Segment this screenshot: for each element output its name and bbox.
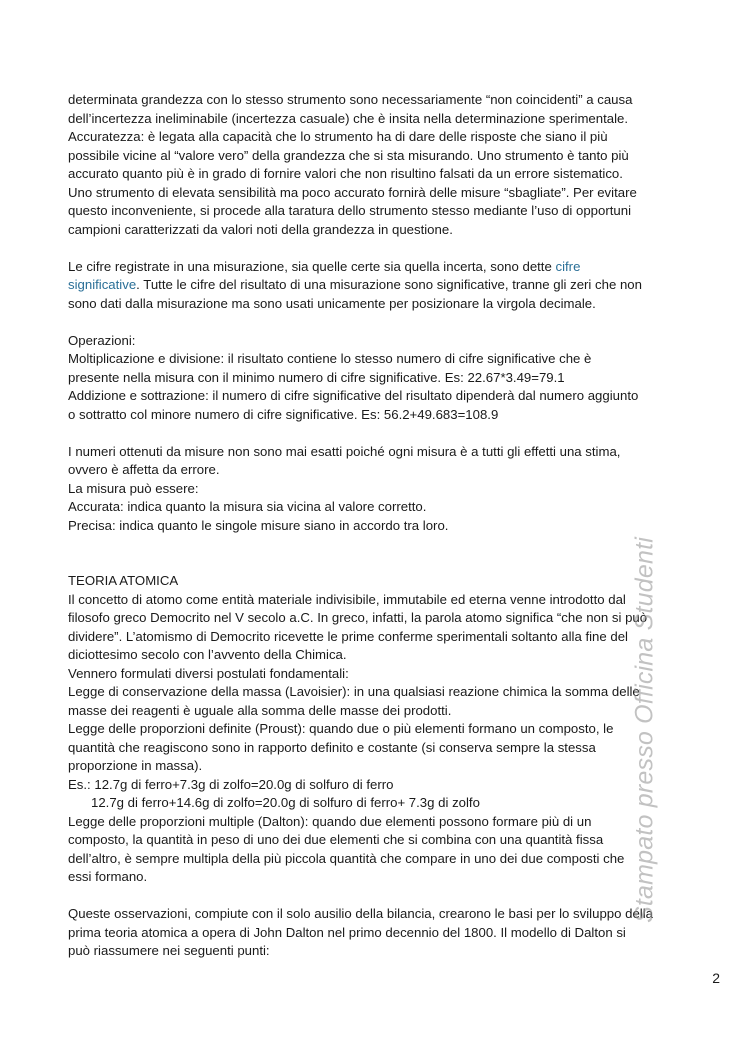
- paragraph-spacer: [68, 424, 680, 443]
- paragraph-measurement-error: [68, 443, 680, 536]
- section-atomic-theory: [68, 572, 680, 887]
- text-line: Legge delle proporzioni definite (Proust): quando due o più elementi formano un composto, le: [68, 721, 614, 736]
- text-line: questo inconveniente, si procede alla taratura dello strumento stesso mediante l’uso di opportuni: [68, 203, 632, 218]
- text-line: possibile vicine al “valore vero” della grandezza che si sta misurando. Uno strumento è tanto più: [68, 147, 629, 163]
- text-line: sono dati dalla misurazione ma sono usati unicamente per posizionare la virgola decimale.: [68, 295, 596, 311]
- text-line: dell’altro, è sempre multipla della più piccola quantità che compare in uno dei due composti che: [68, 850, 625, 866]
- text-fragment: . Tutte le cifre del risultato di una misurazione sono significative, tranne gli zeri che non: [136, 277, 642, 292]
- text-line: può riassumere nei seguenti punti:: [68, 943, 270, 958]
- significant-figures-link[interactable]: significative: [68, 277, 137, 292]
- text-line: dividere”. L’atomismo di Democrito ricevette le prime conferme sperimentali soltanto alla fine del: [68, 628, 628, 644]
- text-line: filosofo greco Democrito nel V secolo a.C. In greco, infatti, la parola atomo significa “che non si può: [68, 610, 648, 625]
- watermark-text: Stampato presso Officina Studenti: [630, 537, 659, 923]
- text-line: Precisa: indica quanto le singole misure siano in accordo tra loro.: [68, 517, 449, 533]
- text-line: Uno strumento di elevata sensibilità ma poco accurato fornirà delle misure “sbagliate”. Per evitare: [68, 184, 637, 200]
- indented-example-line: 12.7g di ferro+14.6g di zolfo=20.0g di solfuro di ferro+ 7.3g di zolfo: [91, 795, 480, 810]
- text-line: La misura può essere:: [68, 480, 199, 496]
- text-line: dell’incertezza ineliminabile (incertezza casuale) che è insita nella determinazione sperimentale.: [68, 110, 629, 126]
- section-heading: TEORIA ATOMICA: [68, 573, 179, 588]
- text-line: ovvero è affetta da errore.: [68, 462, 220, 477]
- page-body: [68, 91, 680, 961]
- text-line: I numeri ottenuti da misure non sono mai esatti poiché ogni misura è a tutti gli effetti una stima,: [68, 443, 621, 459]
- paragraph-operations: [68, 332, 680, 425]
- paragraph-significant-figures: [68, 258, 680, 314]
- significant-figures-link[interactable]: cifre: [555, 258, 581, 274]
- watermark: [630, 537, 660, 923]
- paragraph-spacer: [68, 313, 680, 332]
- text-line: accurato quanto più è in grado di fornire valori che non risultino falsati da un errore sistematico.: [68, 166, 623, 181]
- text-line: Operazioni:: [68, 332, 136, 348]
- text-line: o sottratto col minore numero di cifre significative. Es: 56.2+49.683=108.9: [68, 406, 499, 422]
- text-line: quantità che reagiscono sono in rapporto definito e costante (si conserva sempre la stessa: [68, 739, 596, 755]
- text-line: campioni caratterizzati da valori noti della grandezza in questione.: [68, 221, 453, 237]
- text-line: Legge delle proporzioni multiple (Dalton): quando due elementi possono formare più di un: [68, 813, 592, 829]
- text-line: [68, 276, 680, 295]
- text-line: Il concetto di atomo come entità materiale indivisibile, immutabile ed eterna venne introdotto dal: [68, 591, 626, 607]
- paragraph-spacer: [68, 554, 680, 573]
- text-line: proporzione in massa).: [68, 758, 203, 773]
- page-number: 2: [712, 970, 720, 986]
- text-line: masse dei reagenti è uguale alla somma delle masse dei prodotti.: [68, 702, 452, 718]
- text-line: Queste osservazioni, compiute con il solo ausilio della bilancia, crearono le basi per lo sviluppo della: [68, 906, 653, 921]
- text-line: composto, la quantità in peso di uno dei due elementi che si combina con una quantità fissa: [68, 832, 604, 847]
- text-line: Moltiplicazione e divisione: il risultato contiene lo stesso numero di cifre significative che è: [68, 351, 592, 366]
- paragraph-accuracy: [68, 91, 680, 239]
- text-line: Accurata: indica quanto la misura sia vicina al valore corretto.: [68, 499, 427, 514]
- text-line: Addizione e sottrazione: il numero di cifre significative del risultato dipenderà dal numero aggiunto: [68, 388, 639, 403]
- text-line: presente nella misura con il minimo numero di cifre significative. Es: 22.67*3.49=79.1: [68, 369, 565, 385]
- text-line: Legge di conservazione della massa (Lavoisier): in una qualsiasi reazione chimica la somma delle: [68, 684, 640, 699]
- paragraph-spacer: [68, 535, 680, 554]
- text-line: Es.: 12.7g di ferro+7.3g di zolfo=20.0g di solfuro di ferro: [68, 776, 394, 792]
- text-line: [68, 258, 680, 277]
- text-line: diciottesimo secolo con l’avvento della Chimica.: [68, 647, 347, 662]
- text-line: determinata grandezza con lo stesso strumento sono necessariamente “non coincidenti” a causa: [68, 92, 633, 107]
- text-line: Vennero formulati diversi postulati fondamentali:: [68, 665, 349, 681]
- paragraph-dalton-model: [68, 905, 680, 961]
- text-line: essi formano.: [68, 869, 148, 884]
- text-line: Accuratezza: è legata alla capacità che lo strumento ha di dare delle risposte che siano il più: [68, 129, 608, 144]
- text-line: prima teoria atomica a opera di John Dalton nel primo decennio del 1800. Il modello di Dalton si: [68, 924, 626, 940]
- text-fragment: Le cifre registrate in una misurazione, sia quelle certe sia quella incerta, sono dette: [68, 258, 556, 274]
- paragraph-spacer: [68, 887, 680, 906]
- paragraph-spacer: [68, 239, 680, 258]
